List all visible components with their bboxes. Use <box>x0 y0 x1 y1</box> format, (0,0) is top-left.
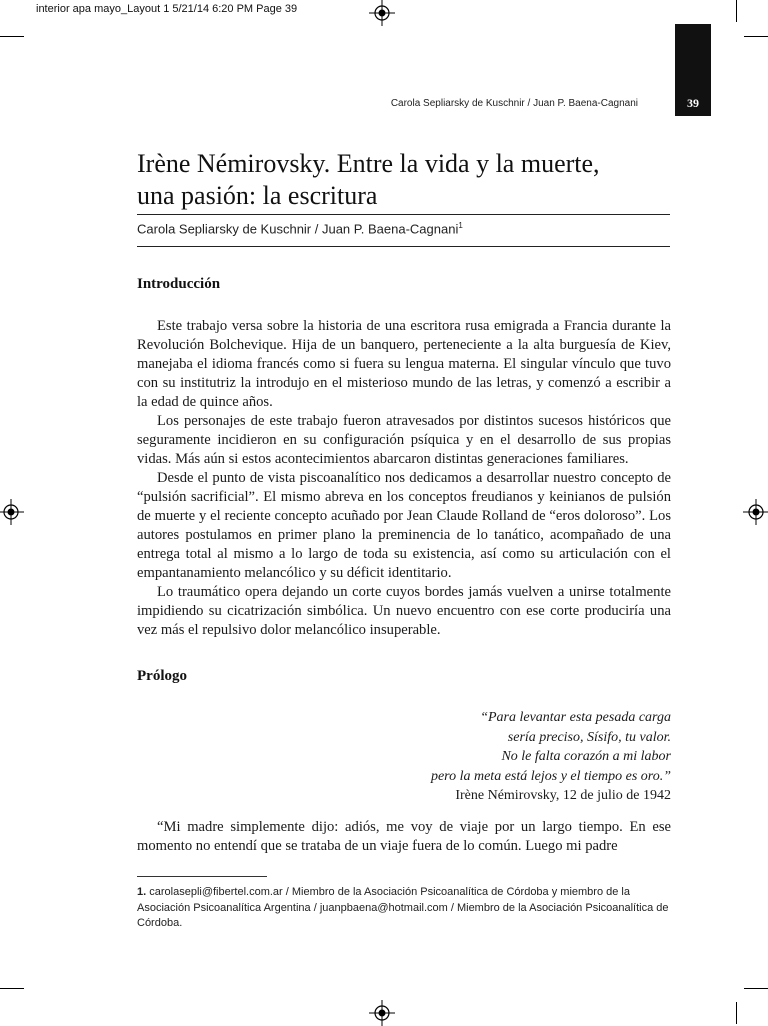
epigraph-line: “Para levantar esta pesada carga <box>480 710 671 725</box>
epigraph-line: No le falta corazón a mi labor <box>501 749 671 764</box>
registration-mark-icon <box>743 499 768 525</box>
title-rule <box>137 214 670 215</box>
footnote <box>137 885 671 932</box>
intro-paragraph: Los personajes de este trabajo fueron atravesados por distintos sucesos históricos que seguramente incidieron en su configuración psíquica y en el desarrollo de sus propias vidas. Más aún si estos acontecimientos abarcaron distintas generaciones familiares. <box>137 413 671 467</box>
crop-mark-icon <box>736 0 737 22</box>
crop-mark-icon <box>744 36 768 37</box>
epigraph-line: pero la meta está lejos y el tiempo es oro.” <box>430 768 671 784</box>
registration-mark-icon <box>369 0 395 26</box>
running-head: Carola Sepliarsky de Kuschnir / Juan P. Baena-Cagnani <box>390 98 638 109</box>
registration-mark-icon <box>369 1000 395 1026</box>
printer-slug: interior apa mayo_Layout 1 5/21/14 6:20 PM Page 39 <box>36 3 298 15</box>
epigraph <box>431 708 671 806</box>
crop-mark-icon <box>736 1002 737 1024</box>
article-authors <box>137 221 463 236</box>
footnote-rule <box>137 876 267 877</box>
page-number: 39 <box>687 96 699 110</box>
footnote-text: carolasepli@fibertel.com.ar / Miembro de la Asociación Psicoanalítica de Córdoba y miembro de la Asociación Psicoanalítica Argentina / juanpbaena@hotmail.com / Miembro de la Asociación Psicoanalítica de Córdoba. <box>137 886 669 929</box>
footnote-number: 1. <box>137 886 147 898</box>
intro-paragraph: Desde el punto de vista piscoanalítico nos dedicamos a desarrollar nuestro concepto de “pulsión sacrificial”. El mismo abreva en los conceptos freudianos y keinianos de pulsión de muerte y el reciente concepto acuñado por Jean Claude Rolland de “eros doloroso”. Los autores postulamos en primer plano la preminencia de lo tanático, acompañado de una entrega total al mismo a lo largo de toda su existencia, así como su articulación con el empantanamiento melancólico y su déficit identitario. <box>137 470 671 581</box>
epigraph-source: Irène Némirovsky, 12 de julio de 1942 <box>455 788 671 803</box>
epigraph-line: sería preciso, Sísifo, tu valor. <box>507 729 671 745</box>
intro-paragraph: Este trabajo versa sobre la historia de una escritora rusa emigrada a Francia durante la Revolución Bolchevique. Hija de un banquero, perteneciente a la alta burguesía de Kiev, manejaba el idioma francés como si fuera su lengua materna. El singular vínculo que tuvo con su institutriz la introdujo en el misterioso mundo de las letras, y comenzó a escribir a la edad de quince años. <box>137 318 671 410</box>
prologue-paragraph: “Mi madre simplemente dijo: adiós, me voy de viaje por un largo tiempo. En ese momento no entendí que se trataba de un viaje fuera de lo común. Luego mi padre <box>137 819 671 854</box>
intro-heading: Introducción <box>137 276 221 292</box>
article-title <box>137 148 677 211</box>
intro-body <box>137 317 671 640</box>
prologue-body <box>137 818 671 856</box>
authors-text: Carola Sepliarsky de Kuschnir / Juan P. Baena-Cagnani <box>137 221 459 237</box>
crop-mark-icon <box>0 36 24 37</box>
authors-rule <box>137 246 670 247</box>
prologue-heading: Prólogo <box>137 668 187 684</box>
crop-mark-icon <box>744 988 768 989</box>
registration-mark-icon <box>0 499 24 525</box>
title-line-1: Irène Némirovsky. Entre la vida y la muerte, <box>137 149 600 178</box>
title-line-2: una pasión: la escritura <box>137 180 378 210</box>
intro-paragraph: Lo traumático opera dejando un corte cuyos bordes jamás vuelven a unirse totalmente impidiendo su cicatrización simbólica. Un nuevo encuentro con ese corte produciría una vez más el repulsivo dolor melancólico insuperable. <box>137 584 671 638</box>
crop-mark-icon <box>0 988 24 989</box>
author-note-mark: 1 <box>458 221 463 230</box>
